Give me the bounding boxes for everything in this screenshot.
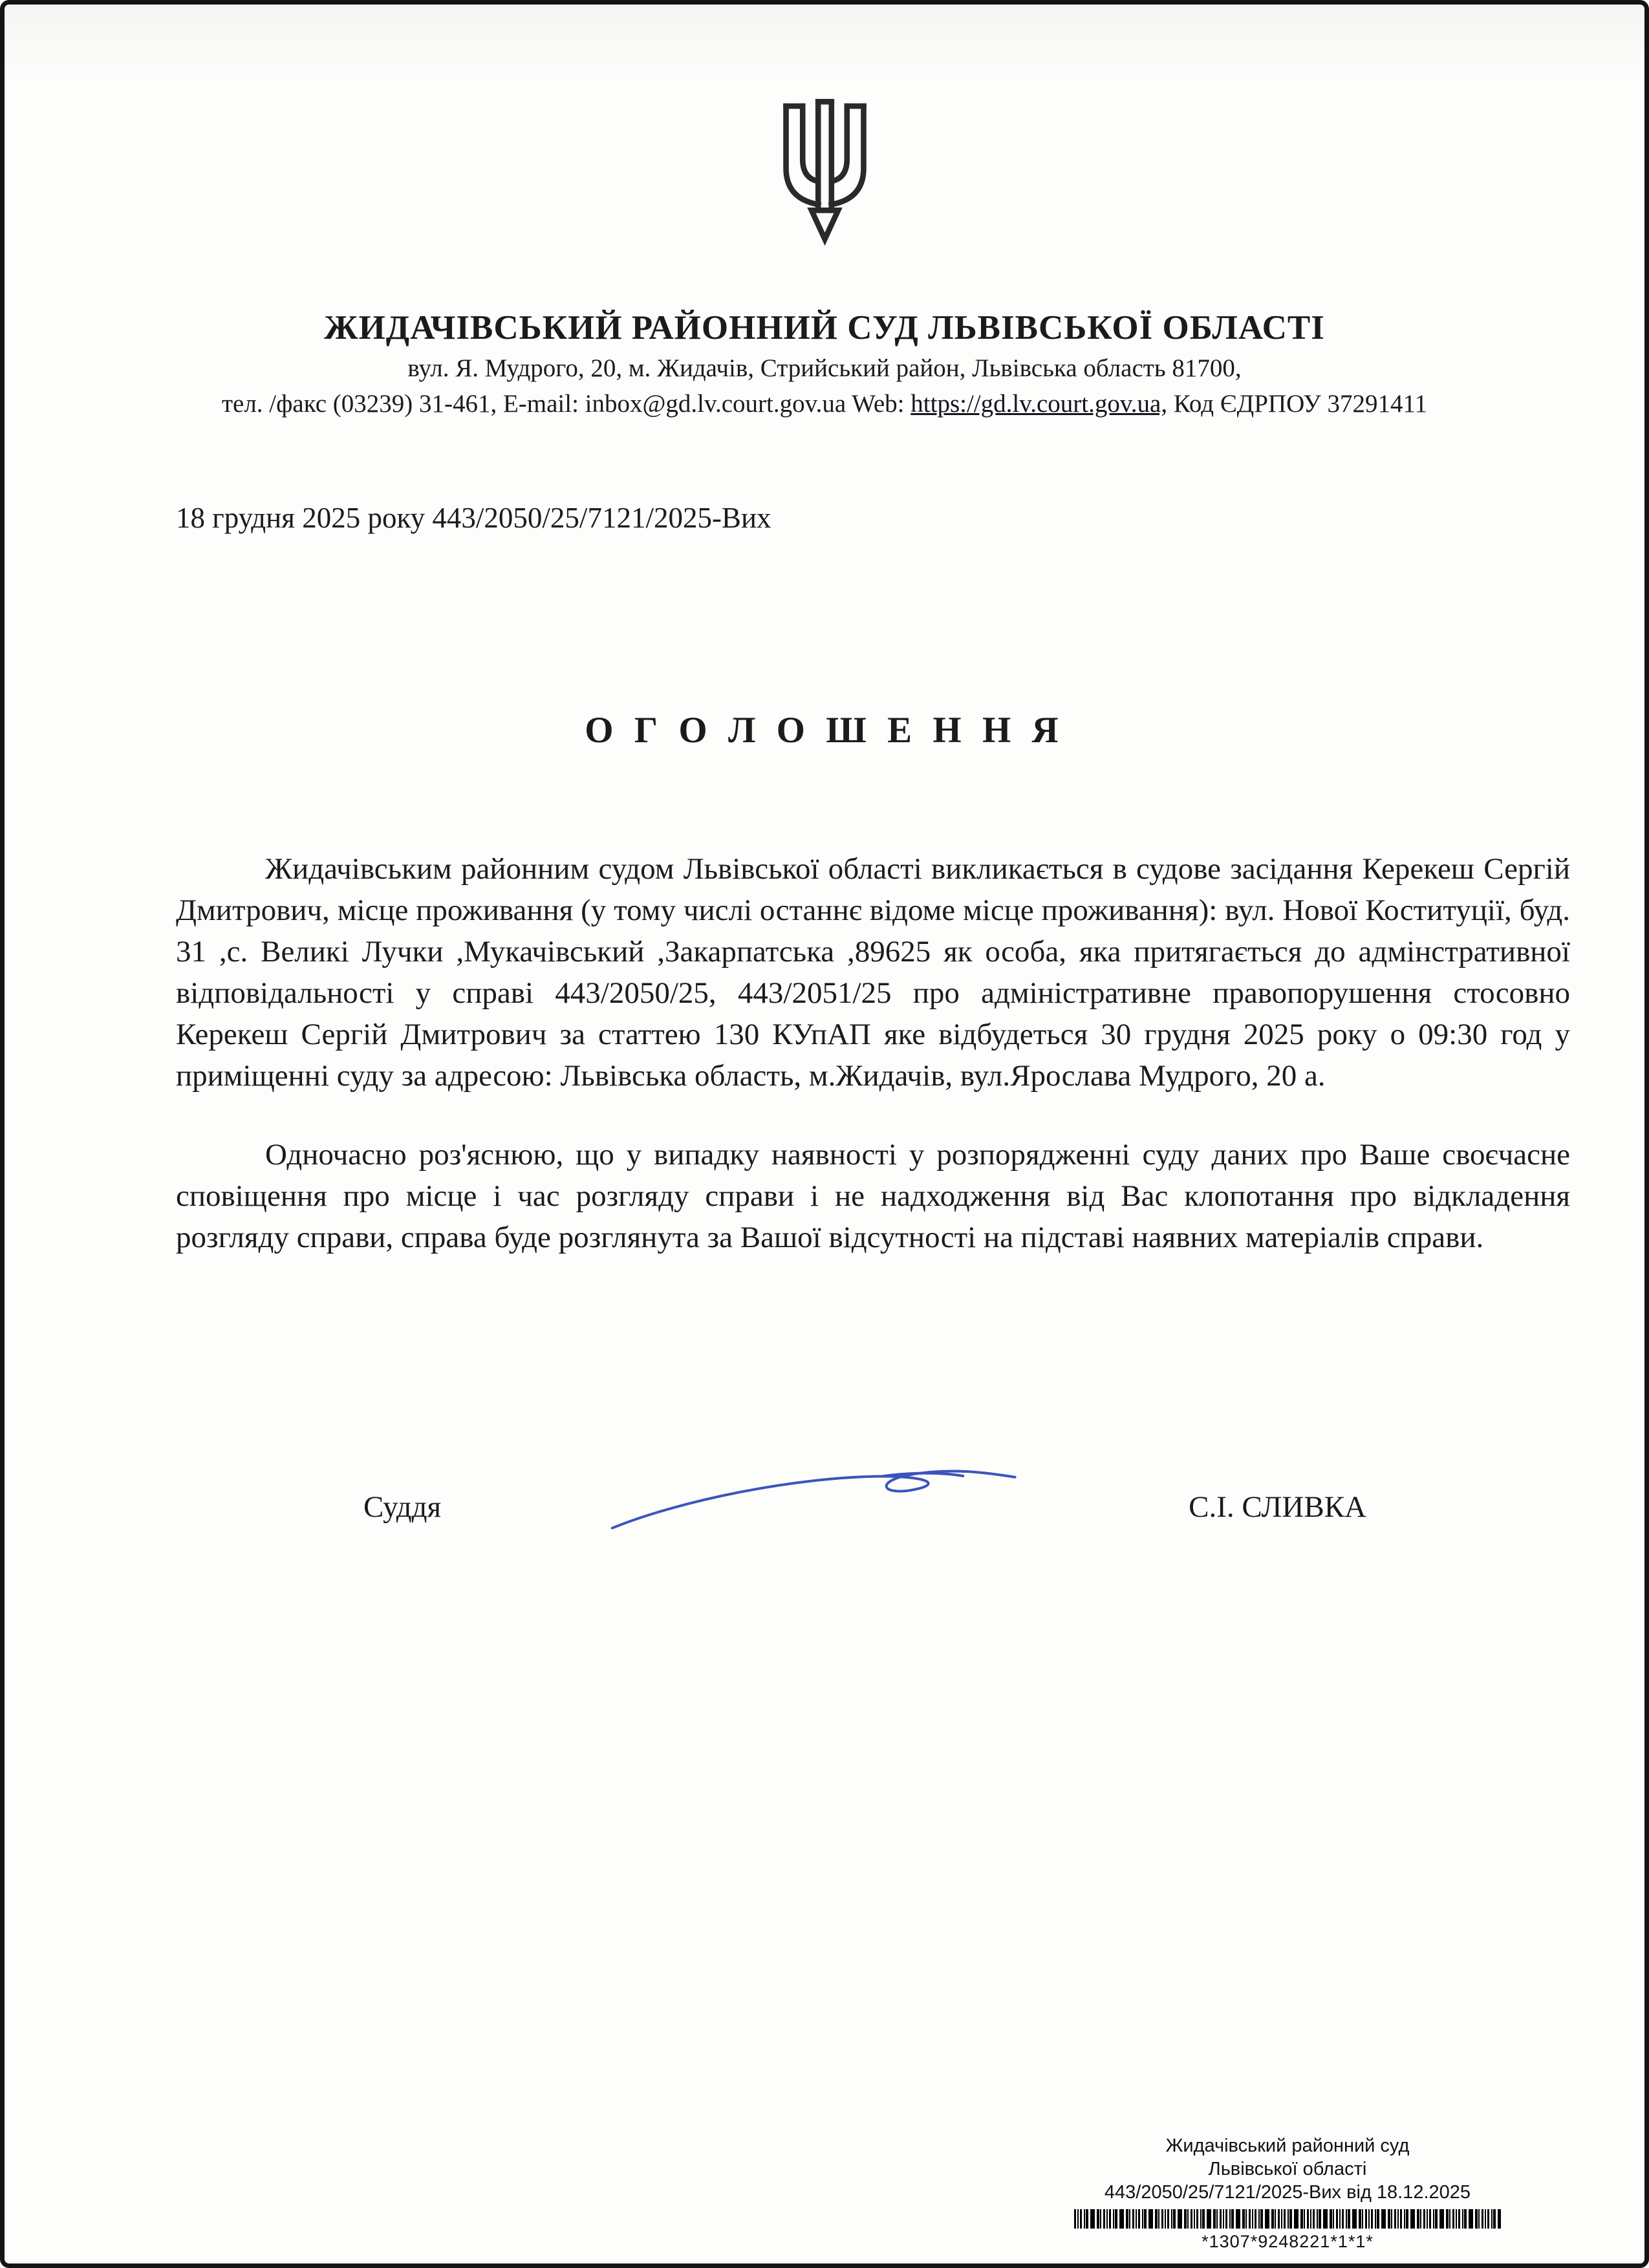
- edrpou-code: Код ЄДРПОУ 37291411: [1167, 390, 1427, 418]
- barcode: [1074, 2209, 1501, 2229]
- court-website-link[interactable]: https://gd.lv.court.gov.ua,: [911, 390, 1168, 418]
- contact-text: тел. /факс (03239) 31-461, E-mail: inbox@gd.lv.court.gov.ua Web:: [221, 390, 911, 418]
- date-reference-line: 18 грудня 2025 року 443/2050/25/7121/2025-Вих: [176, 502, 771, 534]
- judge-signature: [603, 1451, 1026, 1550]
- registration-stamp: [1068, 2134, 1507, 2253]
- document-title: О Г О Л О Ш Е Н Н Я: [585, 710, 1064, 751]
- court-address: вул. Я. Мудрого, 20, м. Жидачів, Стрийський район, Львівська область 81700,: [407, 354, 1242, 382]
- barcode-text: *1307*9248221*1*1*: [1202, 2232, 1374, 2251]
- judge-label: Суддя: [363, 1490, 442, 1524]
- summons-paragraph: Жидачівським районним судом Львівської області викликається в судове засідання Керекеш Сергій Дмитрович, місце проживання (у тому числі останнє відоме місце проживання): вул. Нової Коституції, буд. 31 ,с. Великі Лучки ,Мукачівський ,Закарпатська ,89625 як особа, яка притягається до адмінстративної відповідальності у справі 443/2050/25, 443/2051/25 про адміністративне правопорушення стосовно Керекеш Сергій Дмитрович за статтею 130 КУпАП яке відбудеться 30 грудня 2025 року о 09:30 год у приміщенні суду за адресою: Львівська область, м.Жидачів, вул.Ярослава Мудрого, 20 а.: [176, 852, 1570, 1093]
- stamp-ref-line: 443/2050/25/7121/2025-Вих від 18.12.2025: [1104, 2182, 1471, 2203]
- court-name: ЖИДАЧІВСЬКИЙ РАЙОННИЙ СУД ЛЬВІВСЬКОЇ ОБЛАСТІ: [324, 309, 1325, 347]
- ukraine-trident-emblem: [768, 95, 881, 250]
- judge-name: С.І. СЛИВКА: [1189, 1490, 1366, 1524]
- stamp-court-line2: Львівської області: [1208, 2159, 1367, 2179]
- court-contacts: [5, 389, 1644, 418]
- notice-paragraph: Одночасно роз'яснюю, що у випадку наявності у розпорядженні суду даних про Ваше своєчасне сповіщення про місце і час розгляду справи і не надходження від Вас клопотання про відкладення розгляду справи, справа буде розглянута за Вашої відсутності на підставі наявних матеріалів справи.: [176, 1138, 1570, 1254]
- stamp-court-line1: Жидачівський районний суд: [1165, 2135, 1410, 2156]
- signature-row: [363, 1462, 1366, 1552]
